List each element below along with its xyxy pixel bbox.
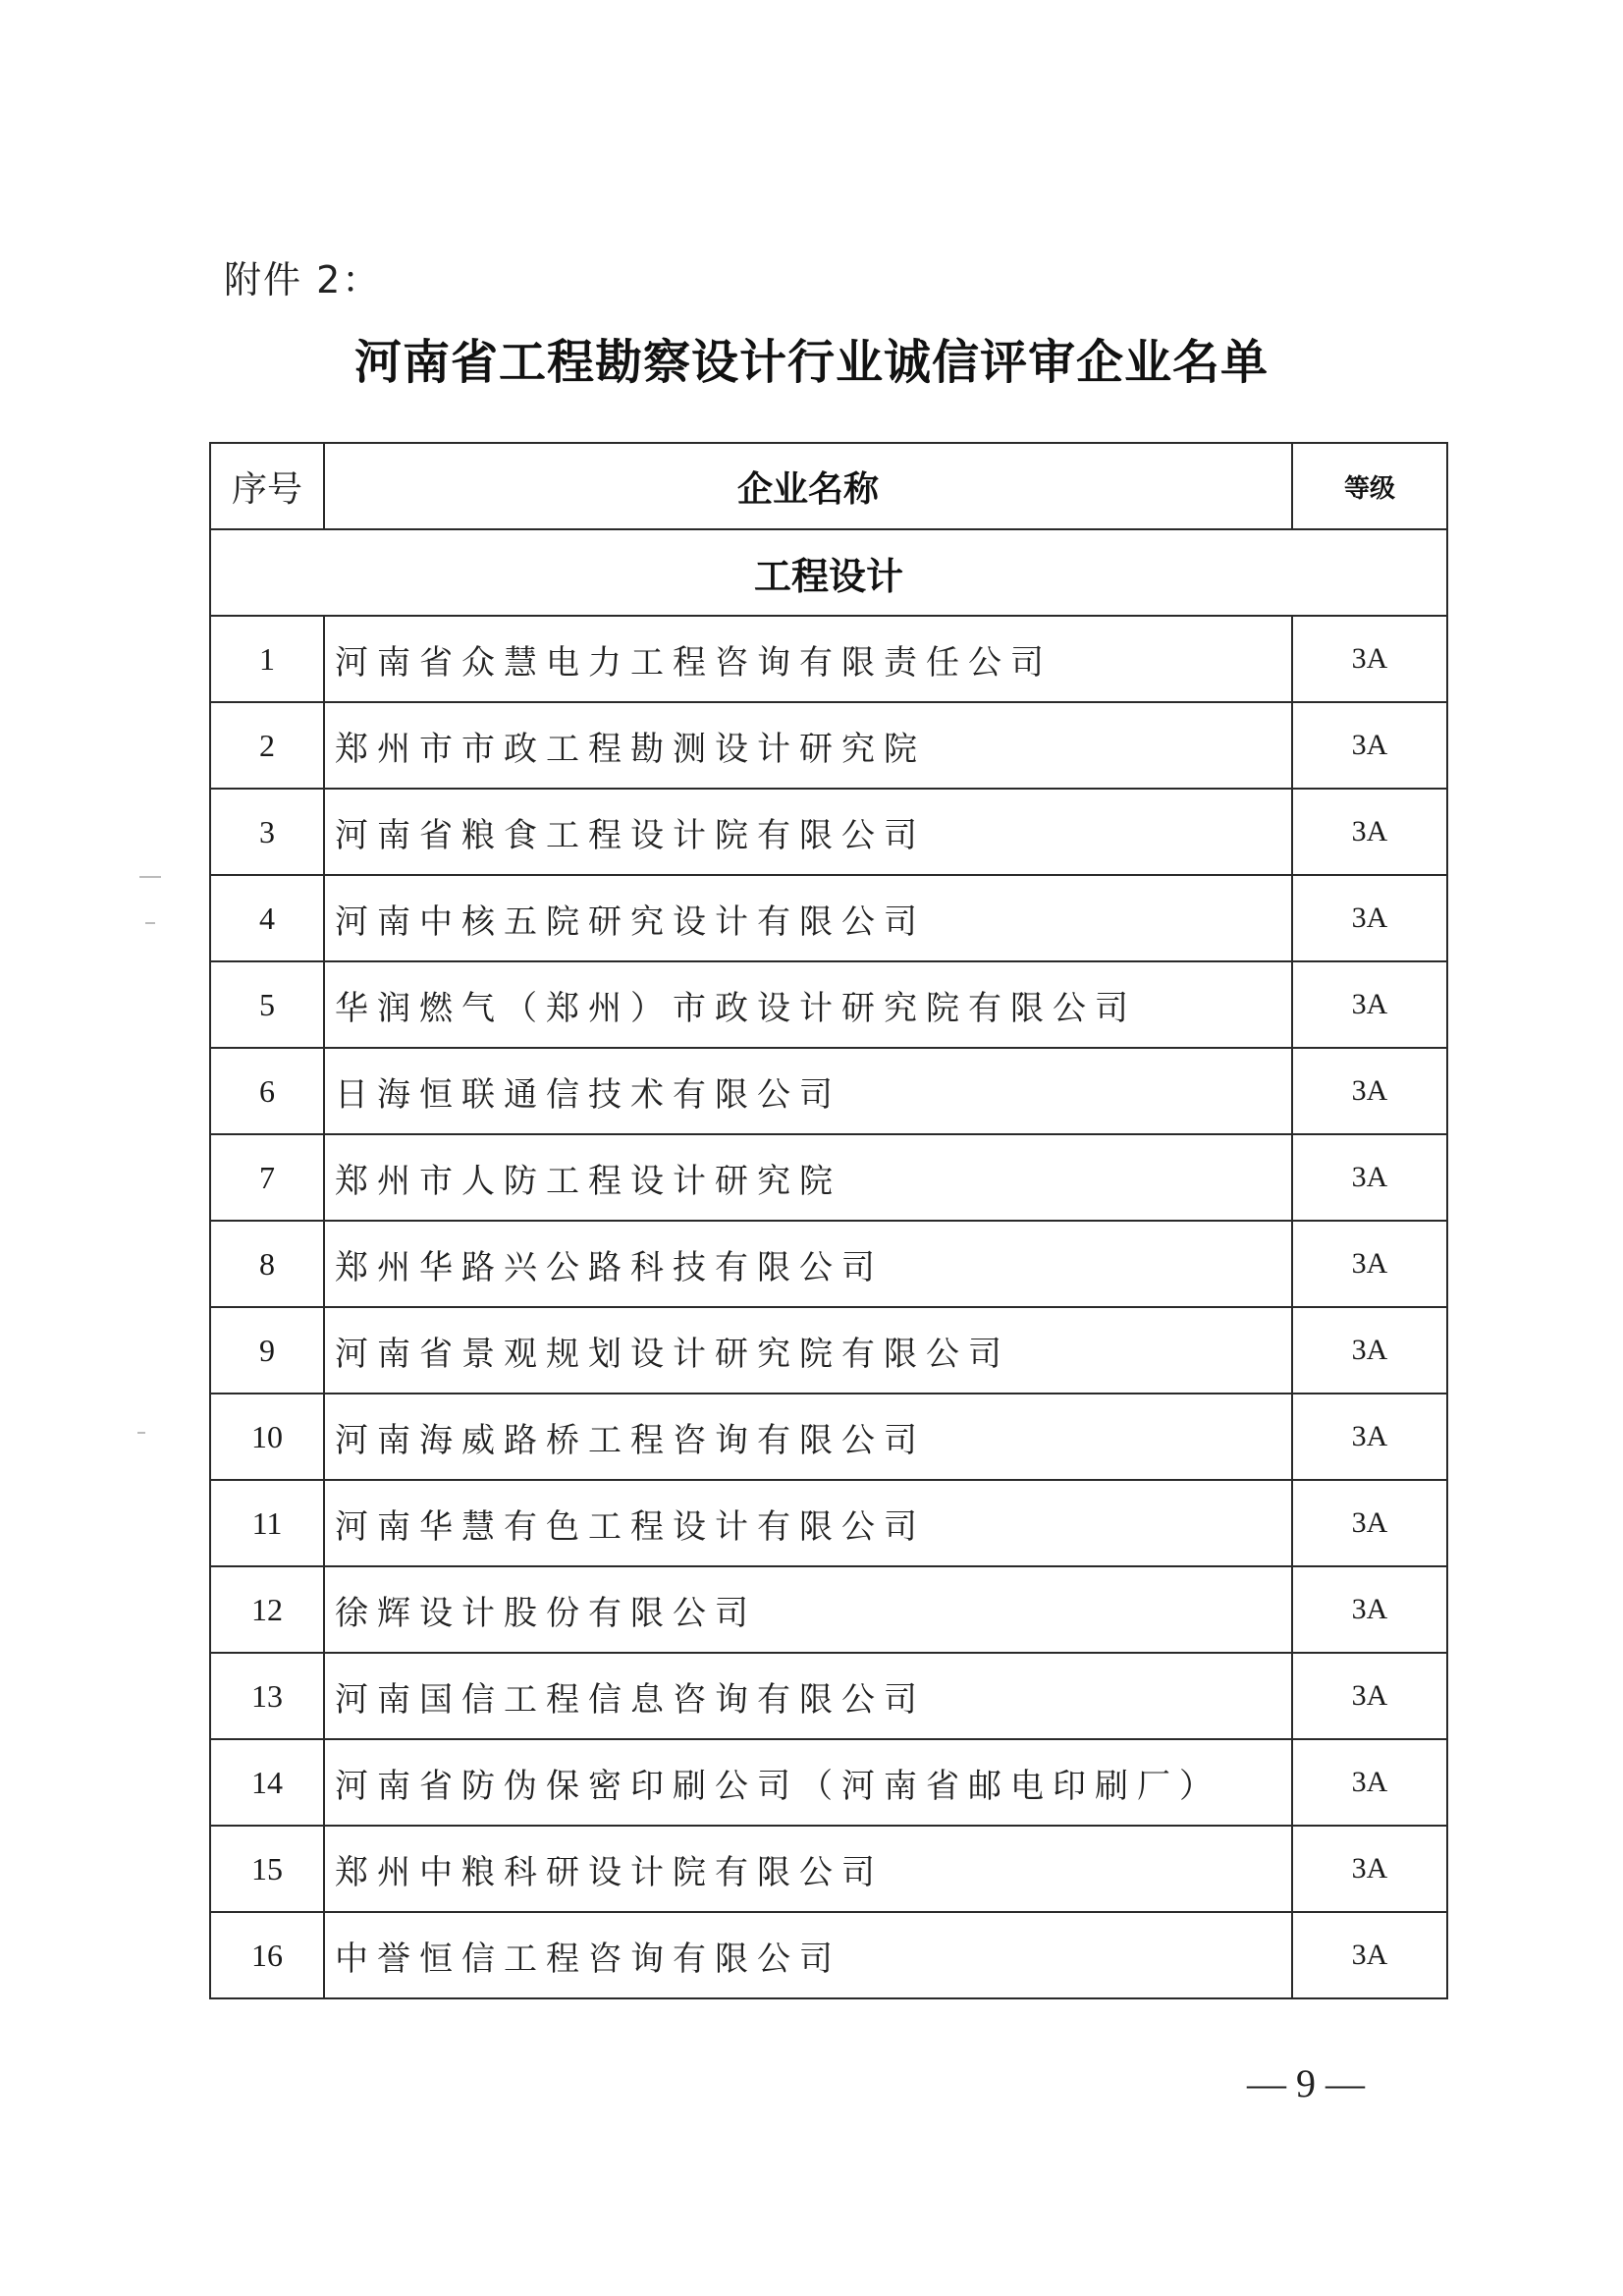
- grade-value: 3A: [1292, 1394, 1447, 1480]
- table-row: [210, 1480, 1447, 1566]
- table-row: [210, 1826, 1447, 1912]
- table-row: [210, 702, 1447, 789]
- table-row: [210, 1912, 1447, 1998]
- grade-value: 3A: [1292, 875, 1447, 961]
- table-row: [210, 1653, 1447, 1739]
- company-name: 河南省众慧电力工程咨询有限责任公司: [324, 616, 1292, 702]
- company-name: 河南省防伪保密印刷公司（河南省邮电印刷厂）: [324, 1739, 1292, 1826]
- grade-value: 3A: [1292, 1739, 1447, 1826]
- section-row: [210, 529, 1447, 616]
- scan-artifact: [137, 1432, 145, 1434]
- document-title: 河南省工程勘察设计行业诚信评审企业名单: [353, 335, 1269, 390]
- row-index: 13: [210, 1653, 324, 1739]
- grade-value: 3A: [1292, 1912, 1447, 1998]
- row-index: 4: [210, 875, 324, 961]
- company-name: 郑州中粮科研设计院有限公司: [324, 1826, 1292, 1912]
- scan-artifact: [145, 922, 155, 924]
- table-row: [210, 1739, 1447, 1826]
- grade-value: 3A: [1292, 1307, 1447, 1394]
- company-name: 郑州华路兴公路科技有限公司: [324, 1221, 1292, 1307]
- section-title: 工程设计: [210, 529, 1447, 616]
- row-index: 3: [210, 789, 324, 875]
- grade-value: 3A: [1292, 1566, 1447, 1653]
- table-row: [210, 1221, 1447, 1307]
- enterprise-list-table: [209, 442, 1448, 1999]
- company-name: 河南省粮食工程设计院有限公司: [324, 789, 1292, 875]
- row-index: 8: [210, 1221, 324, 1307]
- company-name: 徐辉设计股份有限公司: [324, 1566, 1292, 1653]
- grade-value: 3A: [1292, 702, 1447, 789]
- grade-value: 3A: [1292, 789, 1447, 875]
- table-row: [210, 1048, 1447, 1134]
- row-index: 2: [210, 702, 324, 789]
- table-row: [210, 616, 1447, 702]
- company-name: 河南国信工程信息咨询有限公司: [324, 1653, 1292, 1739]
- table-row: [210, 1134, 1447, 1221]
- company-name: 河南华慧有色工程设计有限公司: [324, 1480, 1292, 1566]
- company-name: 郑州市人防工程设计研究院: [324, 1134, 1292, 1221]
- attachment-label: 附件 2：: [224, 258, 382, 301]
- row-index: 5: [210, 961, 324, 1048]
- table-row: [210, 875, 1447, 961]
- table-header-row: [210, 443, 1447, 529]
- row-index: 12: [210, 1566, 324, 1653]
- company-name: 日海恒联通信技术有限公司: [324, 1048, 1292, 1134]
- row-index: 1: [210, 616, 324, 702]
- scan-artifact: [139, 876, 161, 878]
- header-name: 企业名称: [324, 443, 1292, 529]
- page-number: — 9 —: [1247, 2061, 1365, 2105]
- row-index: 14: [210, 1739, 324, 1826]
- table-row: [210, 961, 1447, 1048]
- company-name: 郑州市市政工程勘测设计研究院: [324, 702, 1292, 789]
- grade-value: 3A: [1292, 1826, 1447, 1912]
- company-name: 河南省景观规划设计研究院有限公司: [324, 1307, 1292, 1394]
- table-row: [210, 1566, 1447, 1653]
- row-index: 6: [210, 1048, 324, 1134]
- company-name: 河南海威路桥工程咨询有限公司: [324, 1394, 1292, 1480]
- row-index: 15: [210, 1826, 324, 1912]
- row-index: 11: [210, 1480, 324, 1566]
- grade-value: 3A: [1292, 1653, 1447, 1739]
- row-index: 10: [210, 1394, 324, 1480]
- company-name: 中誉恒信工程咨询有限公司: [324, 1912, 1292, 1998]
- company-name: 华润燃气（郑州）市政设计研究院有限公司: [324, 961, 1292, 1048]
- grade-value: 3A: [1292, 961, 1447, 1048]
- header-index: 序号: [210, 443, 324, 529]
- grade-value: 3A: [1292, 616, 1447, 702]
- table-row: [210, 789, 1447, 875]
- header-grade: 等级: [1292, 443, 1447, 529]
- company-name: 河南中核五院研究设计有限公司: [324, 875, 1292, 961]
- grade-value: 3A: [1292, 1480, 1447, 1566]
- table-row: [210, 1307, 1447, 1394]
- grade-value: 3A: [1292, 1134, 1447, 1221]
- grade-value: 3A: [1292, 1221, 1447, 1307]
- row-index: 7: [210, 1134, 324, 1221]
- row-index: 9: [210, 1307, 324, 1394]
- grade-value: 3A: [1292, 1048, 1447, 1134]
- table-row: [210, 1394, 1447, 1480]
- row-index: 16: [210, 1912, 324, 1998]
